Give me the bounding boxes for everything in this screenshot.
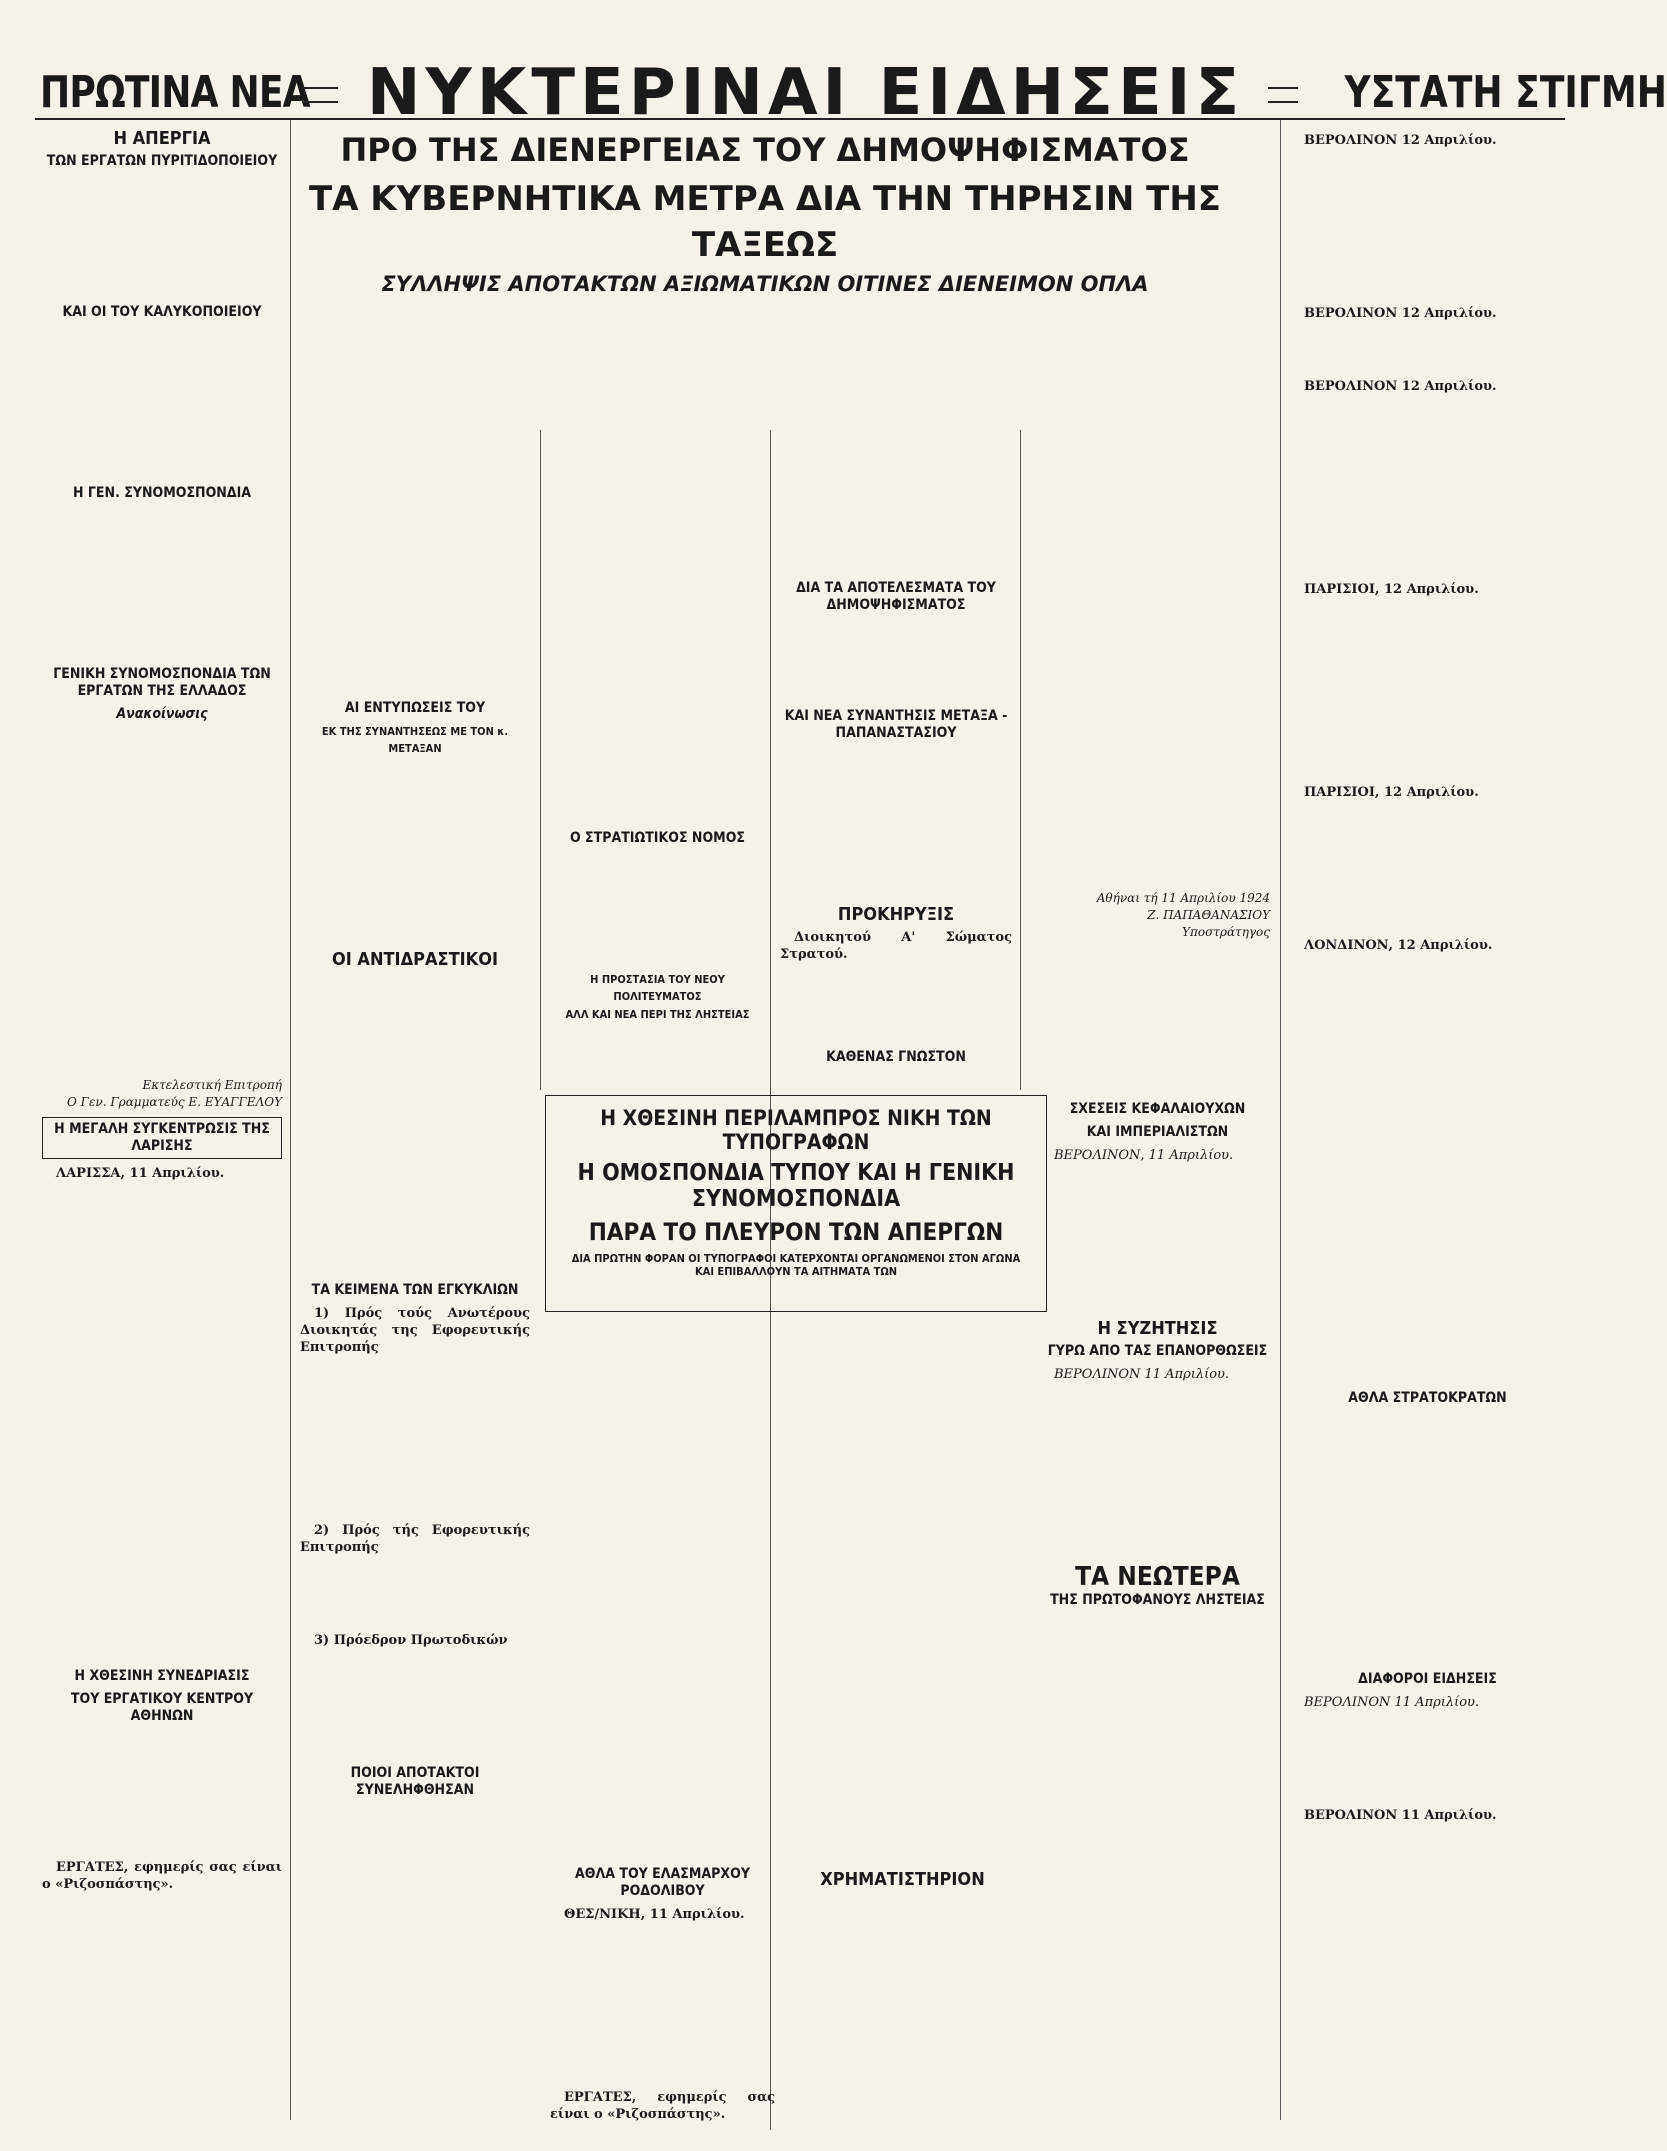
headline: ΠΡΟΚΗΡΥΞΙΣ	[837, 904, 955, 925]
article-body	[42, 1190, 282, 1660]
masthead-rule	[1268, 87, 1298, 103]
headline: Ο ΣΤΡΑΤΙΩΤΙΚΟΣ ΝΟΜΟΣ	[569, 830, 746, 846]
article-body	[1290, 157, 1565, 297]
article-body	[780, 1894, 1025, 2094]
article-body	[300, 1657, 530, 1757]
article-body	[1030, 442, 1270, 882]
stock-exchange-block	[780, 1865, 1025, 2125]
article-body	[300, 974, 530, 1274]
mid-right-column	[1040, 1095, 1275, 2125]
left-column	[42, 130, 282, 2140]
column-rule	[540, 430, 541, 1090]
article-body	[780, 971, 1012, 1041]
article-body	[550, 1322, 775, 1842]
article-body	[1290, 403, 1565, 573]
dateline: ΘΕΣ/ΝΙΚΗ, 11 Απριλίου.	[564, 1907, 745, 1922]
typographers-line-1: Η ΧΘΕΣΙΝΗ ΠΕΡΙΛΑΜΠΡΟΣ ΝΙΚΗ ΤΩΝ ΤΥΠΟΓΡΑΦΩΝ	[600, 1106, 992, 1154]
headline: ΤΑ ΚΕΙΜΕΝΑ ΤΩΝ ΕΓΚΥΚΛΙΩΝ	[311, 1282, 519, 1298]
signature-title: Εκτελεστική Επιτροπή	[142, 1078, 282, 1092]
masthead-center-title: ΝΥΚΤΕΡΙΝΑΙ ΕΙΔΗΣΕΙΣ	[366, 56, 1245, 130]
headline: Η ΜΕΓΑΛΗ ΣΥΓΚΕΝΤΡΩΣΙΣ ΤΗΣ ΛΑΡΙΣΗΣ	[42, 1117, 282, 1159]
headline: Η ΣΥΖΗΤΗΣΙΣ	[1097, 1318, 1218, 1339]
dispatch-dateline: ΠΑΡΙΣΙΟΙ, 12 Απριλίου.	[1304, 582, 1479, 597]
headline: ΟΙ ΑΝΤΙΔΡΑΣΤΙΚΟΙ	[332, 949, 498, 970]
headline: ΑΘΛΑ ΤΟΥ ΕΛΑΣΜΑΡΧΟΥ ΡΟΔΟΛΙΒΟΥ	[575, 1866, 750, 1899]
headline: ΑΙ ΕΝΤΥΠΩΣΕΙΣ ΤΟΥ	[344, 700, 486, 716]
headline: Η ΠΡΟΣΤΑΣΙΑ ΤΟΥ ΝΕΟΥ ΠΟΛΙΤΕΥΜΑΤΟΣ	[590, 973, 725, 1003]
article-body	[42, 1731, 282, 1851]
center-left-column	[300, 440, 530, 2140]
proclamation-date: Αθήναι τή 11 Απριλίου 1924	[1096, 891, 1270, 905]
article-body	[1290, 1413, 1565, 1663]
article-body	[1040, 1172, 1275, 1312]
article-body	[300, 1364, 530, 1514]
article-body	[300, 1564, 530, 1624]
subheadline: ΤΟΥ ΕΡΓΑΤΙΚΟΥ ΚΕΝΤΡΟΥ ΑΘΗΝΩΝ	[70, 1691, 254, 1724]
subheadline: ΤΗΣ ΠΡΩΤΟΦΑΝΟΥΣ ΛΗΣΤΕΙΑΣ	[1050, 1592, 1265, 1608]
dateline: ΒΕΡΟΛΙΝΟΝ 11 Απριλίου.	[1054, 1367, 1230, 1382]
kicker: Ανακοίνωσις	[116, 706, 208, 722]
proclamation-to: Διοικητού Α' Σώματος Στρατού.	[780, 930, 1012, 962]
masthead-right-title: ΥΣΤΑΤΗ ΣΤΙΓΜΗ	[1344, 67, 1667, 118]
closing-line: ΕΡΓΑΤΕΣ, εφημερίς σας είναι ο «Ριζοσπάστης».	[42, 1860, 282, 1892]
typographers-line-2: Η ΟΜΟΣΠΟΝΔΙΑ ΤΥΠΟΥ ΚΑΙ Η ΓΕΝΙΚΗ ΣΥΝΟΜΟΣΠΟΝΔΙΑ	[577, 1160, 1015, 1212]
article-body	[780, 1322, 1025, 1762]
article-body	[1290, 1832, 1565, 1902]
article-body	[1040, 1391, 1275, 1561]
dispatch-dateline: ΒΕΡΟΛΙΝΟΝ 12 Απριλίου.	[1304, 306, 1497, 321]
proclamation-column	[1030, 440, 1270, 1090]
proclamation-signature-title: Υποστράτηγος	[1182, 925, 1270, 939]
subheadline: ΚΑΙ ΙΜΠΕΡΙΑΛΙΣΤΩΝ	[1086, 1124, 1229, 1140]
headline: ΓΕΝΙΚΗ ΣΥΝΟΜΟΣΠΟΝΔΙΑ ΤΩΝ ΕΡΓΑΤΩΝ ΤΗΣ ΕΛΛΑΔΟΣ	[53, 666, 271, 699]
article-body	[780, 620, 1012, 700]
article-body	[42, 508, 282, 658]
column-rule	[1020, 430, 1021, 1090]
headline: ΧΡΗΜΑΤΙΣΤΗΡΙΟΝ	[820, 1869, 985, 1890]
article-body	[1290, 962, 1565, 1382]
masthead-underline	[35, 118, 1565, 120]
article-body	[1290, 1719, 1565, 1799]
headline: ΚΑΙ ΝΕΑ ΣΥΝΑΝΤΗΣΙΣ ΜΕΤΑΞΑ - ΠΑΠΑΝΑΣΤΑΣΙΟΥ	[784, 708, 1008, 741]
masthead	[40, 56, 1667, 130]
headline: ΣΧΕΣΕΙΣ ΚΕΦΑΛΑΙΟΥΧΩΝ	[1069, 1101, 1246, 1117]
banner-line-1: ΠΡΟ ΤΗΣ ΔΙΕΝΕΡΓΕΙΑΣ ΤΟΥ ΔΗΜΟΨΗΦΙΣΜΑΤΟΣ	[340, 131, 1190, 169]
masthead-left-title: ΠΡΩΤΙΝΑ ΝΕΑ	[40, 67, 310, 118]
article-body	[42, 729, 282, 1069]
closing-line: ΕΡΓΑΤΕΣ, εφημερίς σας είναι ο «Ριζοσπάστης».	[550, 2090, 775, 2122]
masthead-rule	[302, 87, 338, 103]
headline: ΠΟΙΟΙ ΑΠΟΤΑΚΤΟΙ ΣΥΝΕΛΗΦΘΗΣΑΝ	[350, 1765, 480, 1798]
article-body	[1290, 606, 1565, 776]
article-body	[780, 748, 1012, 898]
main-banner	[300, 130, 1230, 298]
signature: Ο Γεν. Γραμματεύς Ε. ΕΥΑΓΓΕΛΟΥ	[66, 1095, 282, 1109]
list-item: 1) Πρός τούς Ανωτέρους Διοικητάς της Εφορευτικής Επιτροπής	[300, 1306, 530, 1355]
column-rule	[290, 120, 291, 2120]
article-body	[300, 442, 530, 692]
article-body	[1040, 1615, 1275, 2055]
headline: ΔΙΑΦΟΡΟΙ ΕΙΔΗΣΕΙΣ	[1358, 1671, 1497, 1687]
subheadline: ΓΥΡΩ ΑΠΟ ΤΑΣ ΕΠΑΝΟΡΘΩΣΕΙΣ	[1047, 1343, 1268, 1359]
proclamation-signature: Ζ. ΠΑΠΑΘΑΝΑΣΙΟΥ	[1147, 908, 1270, 922]
typographers-box	[545, 1095, 1047, 1312]
headline: Η ΓΕΝ. ΣΥΝΟΜΟΣΠΟΝΔΙΑ	[72, 485, 252, 501]
headline: ΔΙΑ ΤΑ ΑΠΟΤΕΛΕΣΜΑΤΑ ΤΟΥ ΔΗΜΟΨΗΦΙΣΜΑΤΟΣ	[796, 580, 996, 613]
banner-line-2: ΤΑ ΚΥΒΕΡΝΗΤΙΚΑ ΜΕΤΡΑ ΔΙΑ ΤΗΝ ΤΗΡΗΣΙΝ ΤΗΣ ΤΑΞΕΩΣ	[308, 179, 1222, 265]
headline: ΑΛΛ ΚΑΙ ΝΕΑ ΠΕΡΙ ΤΗΣ ΛΗΣΤΕΙΑΣ	[565, 1008, 750, 1021]
dateline: ΛΑΡΙΣΣΑ, 11 Απριλίου.	[56, 1166, 225, 1181]
headline: ΚΑΙ ΟΙ ΤΟΥ ΚΑΛΥΚΟΠΟΙΕΙΟΥ	[62, 304, 262, 320]
article-body	[42, 327, 282, 477]
dispatch-dateline: ΒΕΡΟΛΙΝΟΝ 11 Απριλίου.	[1304, 1808, 1497, 1823]
article-body	[300, 763, 530, 943]
column-rule	[1280, 120, 1281, 2120]
article-body	[1290, 809, 1565, 929]
dateline: ΒΕΡΟΛΙΝΟΝ 11 Απριλίου.	[1304, 1695, 1480, 1710]
dispatch-dateline: ΒΕΡΟΛΙΝΟΝ 12 Απριλίου.	[1304, 379, 1497, 394]
subheadline: ΕΚ ΤΗΣ ΣΥΝΑΝΤΗΣΕΩΣ ΜΕ ΤΟΝ κ. ΜΕΤΑΞΑΝ	[321, 725, 509, 755]
list-item: 3) Πρόεδρον Πρωτοδικών	[314, 1633, 508, 1648]
article-body	[780, 442, 1012, 572]
dateline: ΒΕΡΟΛΙΝΟΝ, 11 Απριλίου.	[1054, 1148, 1234, 1163]
subheadline: ΤΩΝ ΕΡΓΑΤΩΝ ΠΥΡΙΤΙΔΟΠΟΙΕΙΟΥ	[46, 153, 278, 169]
dispatch-dateline: ΠΑΡΙΣΙΟΙ, 12 Απριλίου.	[1304, 785, 1479, 800]
lesteia-headline-block	[550, 1000, 765, 1040]
bottom-center-athla	[550, 1860, 775, 2130]
center-middle-column	[550, 440, 765, 1090]
headline: Η ΧΘΕΣΙΝΗ ΣΥΝΕΔΡΙΑΣΙΣ	[74, 1668, 250, 1684]
headline: ΤΑ ΝΕΩΤΕΡΑ	[1075, 1562, 1240, 1592]
typographers-line-3: ΠΑΡΑ ΤΟ ΠΛΕΥΡΟΝ ΤΩΝ ΑΠΕΡΓΩΝ	[588, 1218, 1004, 1246]
center-right-column	[780, 440, 1012, 1090]
right-column	[1290, 130, 1565, 2140]
headline: Η ΑΠΕΡΓΙΑ	[113, 128, 211, 149]
article-body	[550, 442, 765, 822]
article-body	[550, 853, 765, 963]
headline: ΑΘΛΑ ΣΤΡΑΤΟΚΡΑΤΩΝ	[1348, 1390, 1507, 1406]
banner-line-3: ΣΥΛΛΗΨΙΣ ΑΠΟΤΑΚΤΩΝ ΑΞΙΩΜΑΤΙΚΩΝ ΟΙΤΙΝΕΣ ΔΙΕΝΕΙΜΟΝ ΟΠΛΑ	[381, 272, 1149, 296]
article-body	[1290, 330, 1565, 370]
article-body	[42, 176, 282, 296]
dispatch-dateline: ΛΟΝΔΙΝΟΝ, 12 Απριλίου.	[1304, 938, 1493, 953]
list-item: 2) Πρός τής Εφορευτικής Επιτροπής	[300, 1523, 530, 1555]
typographers-line-4: ΔΙΑ ΠΡΩΤΗΝ ΦΟΡΑΝ ΟΙ ΤΥΠΟΓΡΑΦΟΙ ΚΑΤΕΡΧΟΝΤΑΙ ΟΡΓΑΝΩΜΕΝΟΙ ΣΤΟΝ ΑΓΩΝΑ ΚΑΙ ΕΠΙΒΑΛΛΟΥΝ ΤΑ ΑΙΤΗΜΑΤΑ ΤΩΝ	[571, 1252, 1021, 1278]
headline: ΚΑΘΕΝΑΣ ΓΝΩΣΤΟΝ	[826, 1049, 966, 1065]
dispatch-dateline: ΒΕΡΟΛΙΝΟΝ 12 Απριλίου.	[1304, 133, 1497, 148]
article-body	[550, 1931, 775, 2081]
